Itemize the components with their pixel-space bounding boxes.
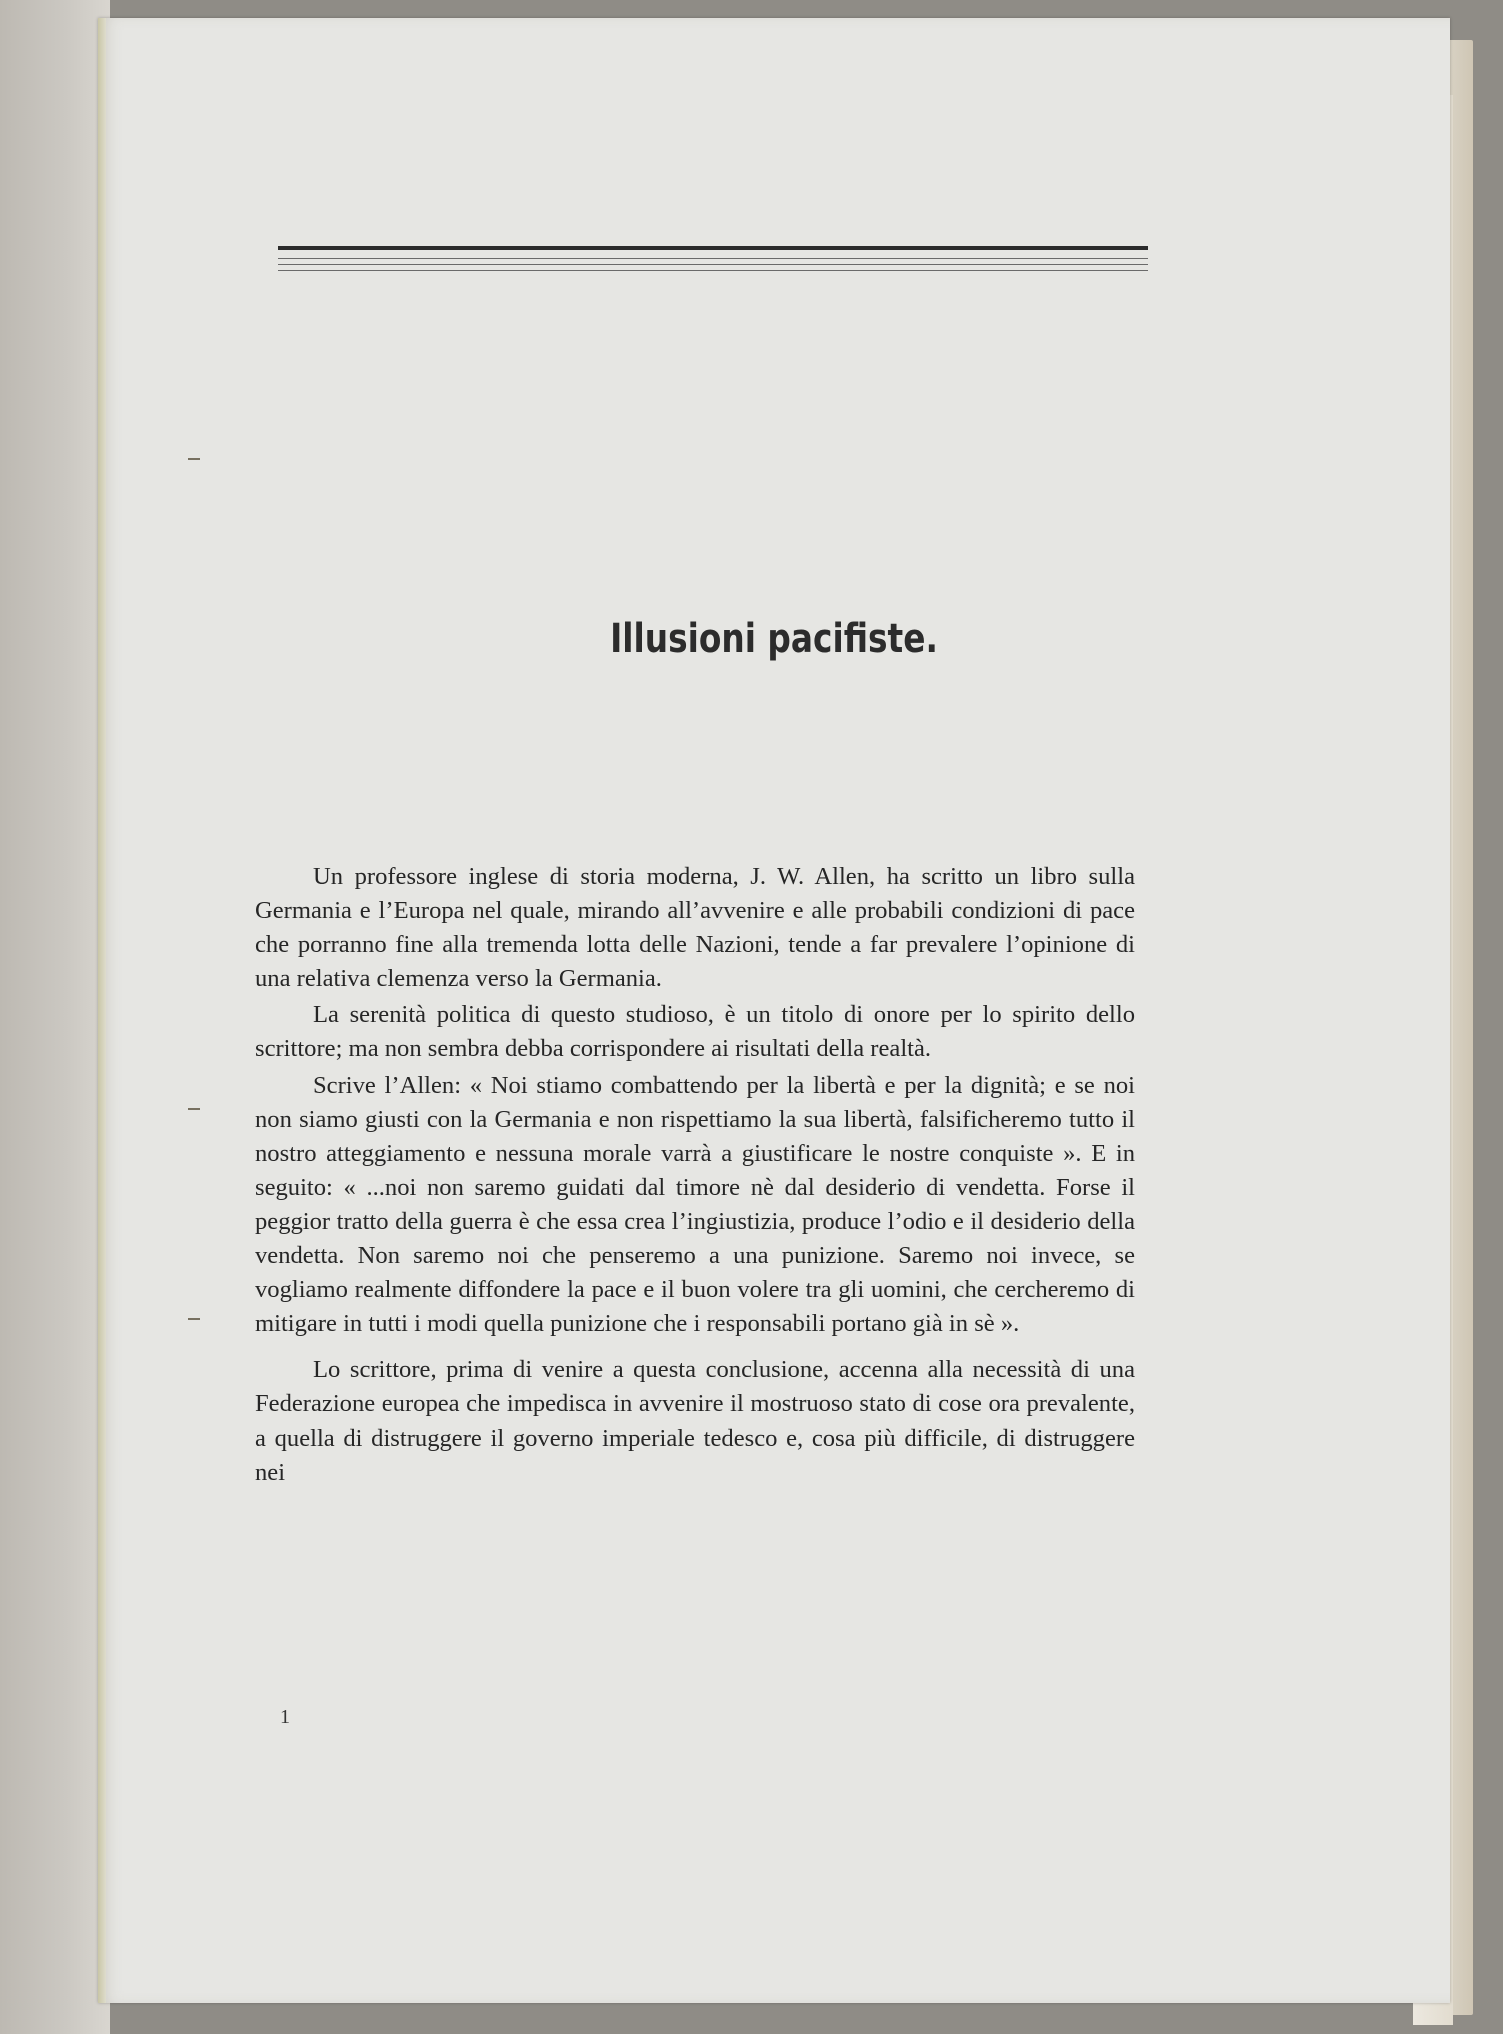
header-rule-thin — [278, 264, 1148, 265]
chapter-title: Illusioni pacifiste. — [610, 616, 938, 662]
paragraph: La serenità politica di questo studioso, è un titolo di onore per lo spirito dello scrittore; ma non sembra debba corrispondere ai risultati della realtà. — [255, 1001, 1135, 1063]
header-rule-ornament — [278, 246, 1148, 276]
header-rule-thick — [278, 246, 1148, 250]
paragraph: Un professore inglese di storia moderna, J. W. Allen, ha scritto un libro sulla Germania e l’Europa nel quale, mirando all’avvenire e alle probabili condizioni di pace che porranno fine alla tremenda lotta delle Nazioni, tende a far prevalere l’opinione di una relativa clemenza verso la Germania. — [255, 863, 1135, 993]
binding-stitch — [188, 1318, 200, 1320]
binding-stitch — [188, 458, 200, 460]
header-rule-thin — [278, 270, 1148, 271]
body-text — [255, 860, 1135, 1490]
paragraph: Scrive l’Allen: « Noi stiamo combattendo per la libertà e per la dignità; e se noi non siamo giusti con la Germania e non rispettiamo la sua libertà, falsificheremo tutto il nostro atteggiamento e nessuna morale varrà a giustificare le nostre conquiste ». E in seguito: « ...noi non saremo guidati dal timore nè dal desiderio di vendetta. Forse il peggior tratto della guerra è che essa crea l’ingiustizia, produce l’odio e il desiderio della vendetta. Non saremo noi che penseremo a una punizione. Saremo noi invece, se vogliamo realmente diffondere la pace e il buon volere tra gli uomini, che cercheremo di mitigare in tutti i modi quella punizione che i responsabili portano già in sè ». — [255, 1071, 1135, 1338]
header-rule-thin — [278, 258, 1148, 259]
book-page — [98, 18, 1450, 2003]
page-number: 1 — [280, 1706, 290, 1728]
facing-page-left — [0, 0, 110, 2034]
spine-gutter — [98, 18, 106, 2003]
binding-stitch — [188, 1108, 200, 1110]
paragraph: Lo scrittore, prima di venire a questa conclusione, accenna alla necessità di una Federazione europea che impedisca in avvenire il mostruoso stato di cose ora prevalente, a quella di distruggere il governo imperiale tedesco e, cosa più difficile, di distruggere nei — [255, 1356, 1135, 1486]
